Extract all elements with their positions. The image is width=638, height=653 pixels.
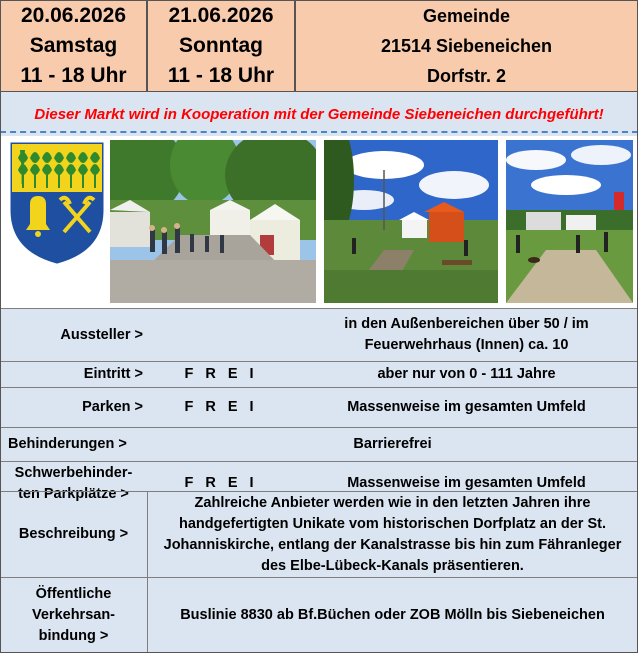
dashed-divider	[0, 131, 638, 133]
day2-date: 21.06.2026	[168, 4, 274, 27]
header-day1	[0, 0, 147, 92]
row-value: aber nur von 0 - 111 Jahre	[377, 366, 556, 382]
info-table	[0, 308, 638, 653]
row-value: Buslinie 8830 ab Bf.Büchen oder ZOB Mölln bis Siebeneichen	[180, 606, 605, 623]
table-row	[0, 577, 638, 653]
row-value: Zahlreiche Anbieter werden wie in den letzten Jahren ihre handgefertigten Unikate vom historischen Dorfplatz an der St. Johanniskirche, entlang der Kanalstrasse bis hin zum Fähranleger des Elbe-Lübeck-Kanals präsentieren.	[163, 494, 622, 574]
row-value: in den Außenbereichen über 50 / im Feuerwehrhaus (Innen) ca. 10	[344, 316, 589, 353]
table-row	[0, 491, 638, 577]
header-location	[295, 0, 638, 92]
market-meadow-photo	[506, 140, 633, 303]
row-label: Aussteller >	[60, 326, 143, 343]
location-line1: Gemeinde	[422, 6, 511, 26]
table-row	[0, 387, 638, 427]
row-value: Massenweise im gesamten Umfeld	[347, 475, 586, 491]
row-value: Barrierefrei	[353, 436, 432, 452]
row-middle: F R E I	[184, 399, 258, 415]
table-row	[0, 427, 638, 461]
row-value: Massenweise im gesamten Umfeld	[347, 399, 586, 415]
row-label: Parken >	[82, 399, 143, 415]
market-field-photo	[324, 140, 498, 303]
market-street-photo	[110, 140, 316, 303]
day1-date: 20.06.2026	[20, 4, 127, 27]
row-label: Schwerbehinder-ten Parkplätze >	[14, 464, 133, 502]
day2-hours: 11 - 18 Uhr	[167, 64, 275, 87]
row-label: Eintritt >	[83, 366, 143, 382]
photo-strip	[0, 136, 638, 308]
location-line3: Dorfstr. 2	[426, 66, 507, 86]
cooperation-banner: Dieser Markt wird in Kooperation mit der Gemeinde Siebeneichen durchgeführt!	[0, 92, 638, 136]
header-day2	[147, 0, 295, 92]
row-middle: F R E I	[184, 475, 258, 491]
day1-weekday: Samstag	[29, 34, 118, 57]
row-middle: F R E I	[184, 366, 258, 382]
row-label: Beschreibung >	[18, 526, 129, 542]
coat-of-arms-image	[8, 140, 106, 266]
day2-weekday: Sonntag	[179, 34, 263, 57]
row-label: Behinderungen >	[8, 436, 127, 452]
location-line2: 21514 Siebeneichen	[380, 36, 553, 56]
table-row	[0, 308, 638, 361]
row-label: Öffentliche Verkehrsan-bindung >	[31, 585, 116, 644]
table-row	[0, 361, 638, 387]
day1-hours: 11 - 18 Uhr	[20, 64, 127, 87]
